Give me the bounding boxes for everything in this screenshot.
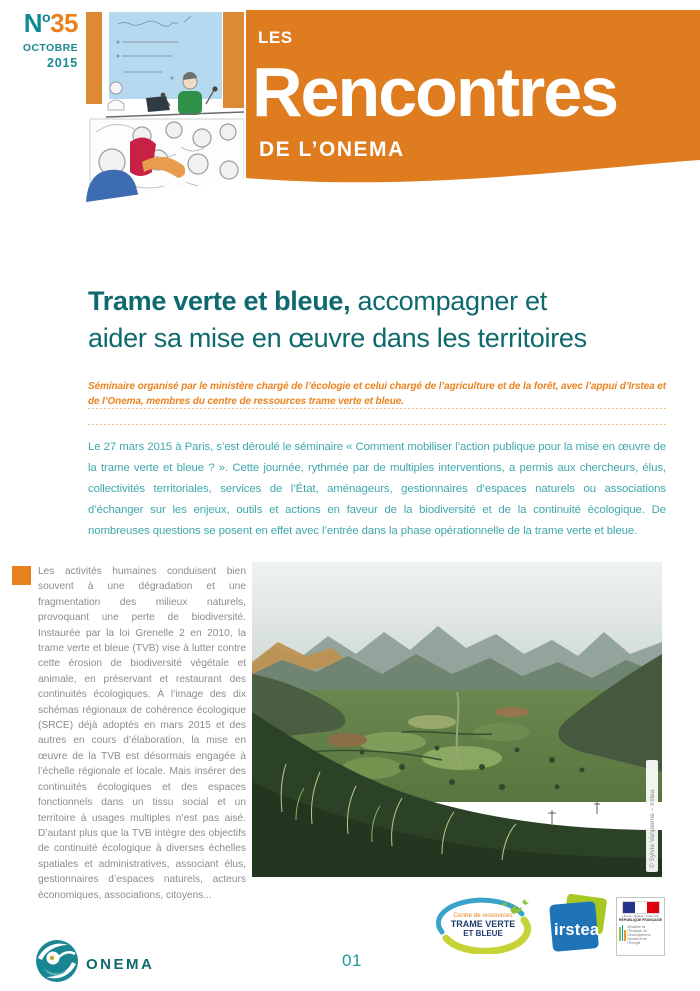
- ministry-republic: RÉPUBLIQUE FRANÇAISE: [619, 918, 662, 923]
- issue-prefix: N: [23, 8, 43, 38]
- audience-red-shirt: [130, 137, 156, 176]
- power-poles: [548, 802, 600, 824]
- issue-block: [0, 10, 78, 69]
- standfirst: Séminaire organisé par le ministère chargé de l’écologie et celui chargé de l’agriculture et de la forêt, avec l’appui d’Irstea et de l’Onema, membres du centre de ressources trame verte et bleue.: [88, 379, 666, 429]
- irstea-logo: [545, 894, 609, 958]
- speaker-left-head: [110, 82, 122, 94]
- article-title-rest: accompagner et: [350, 286, 547, 316]
- desk-edge: [106, 112, 244, 117]
- article-title: [88, 283, 648, 357]
- orange-bullet: [12, 566, 31, 585]
- banner-subtitle: DE L’ONEMA: [259, 138, 405, 161]
- ministry-name: Ministère de l’Écologie, du Développement durable et de l’Énergie: [627, 925, 651, 946]
- issue-value: 35: [50, 8, 78, 38]
- tvb-line2: TRAME VERTE: [450, 919, 516, 929]
- ministry-motto: Liberté • Égalité • Fraternité: [622, 914, 659, 918]
- speaker-green-shirt: [178, 91, 202, 115]
- speaker-left-body: [108, 100, 124, 110]
- page-number: 01: [342, 951, 362, 970]
- ministry-logo: [616, 897, 665, 956]
- tvb-centre-logo: [434, 896, 534, 954]
- issue-ordinal: o: [42, 9, 51, 25]
- photo-credit: © Sylvie Vanpeene – Irstea: [649, 789, 656, 868]
- issue-month: OCTOBRE: [22, 42, 78, 54]
- ministry-bars-icon: [619, 925, 626, 941]
- tvb-line3: ET BLEUE: [463, 929, 503, 938]
- masthead-banner: [246, 10, 700, 202]
- banner-title: Rencontres: [252, 53, 618, 131]
- body-paragraph: Les activités humaines conduisent bien souvent à une dégradation et une fragmentation des milieux naturels, provoquant une perte de biodiversité. Instaurée par la loi Grenelle 2 en 2010, la trame verte et bleue (TVB) vise à lutter contre cette érosion de biodiversité végétale et animale, en préservant et restaurant des continuités écologiques. À l’image des dix schémas régionaux de cohérence écologique (SRCE) déjà adoptés en mars 2015 et des autres en cours d’élaboration, la mise en œuvre de la TVB est désormais engagée à l’échelle régionale et locale. Mais insérer des continuités écologiques et des espaces fonctionnels dans un tissu social et un territoire à usages multiples n’est pas aisé. D’autant plus que la TVB intègre des objectifs de continuité écologique à diverses échelles spatiales et administratives, associant élus, gestionnaires d’espaces naturels, acteurs économiques, associations, citoyens...: [38, 566, 246, 901]
- seminar-illustration: [86, 12, 244, 202]
- issue-number: [0, 10, 78, 36]
- french-flag-icon: [622, 901, 660, 914]
- illustration-left-strip: [86, 12, 102, 104]
- issue-year: 2015: [46, 55, 78, 70]
- tvb-line1: Centre de ressources: [453, 912, 513, 919]
- article-title-line2: aider sa mise en œuvre dans les territoires: [88, 323, 587, 353]
- landscape-photo: [252, 562, 662, 877]
- laptop-icon: [146, 96, 170, 112]
- intro-paragraph: Le 27 mars 2015 à Paris, s’est déroulé le séminaire « Comment mobiliser l’action publique pour la mise en œuvre de la trame verte et bleue ? ». Cette journée, rythmée par de multiples interventions, a permis aux chercheurs, élus, collectivités territoriales, services de l’État, aménageurs, gestionnaires d’espaces naturels ou associations d’échanger sur les enjeux, outils et actions en faveur de la biodiversité et de la continuité écologique. De nombreuses questions se posent en effet avec l’entrée dans la phase opérationnelle de la trame verte et bleue.: [88, 441, 666, 537]
- onema-logo-icon: [34, 938, 80, 984]
- illustration-right-strip: [223, 12, 244, 108]
- onema-wordmark: ONEMA: [86, 956, 155, 973]
- irstea-wordmark: irstea: [554, 921, 600, 939]
- article-title-strong: Trame verte et bleue,: [88, 286, 351, 316]
- banner-kicker: LES: [258, 28, 293, 47]
- projection-screen: [109, 12, 222, 99]
